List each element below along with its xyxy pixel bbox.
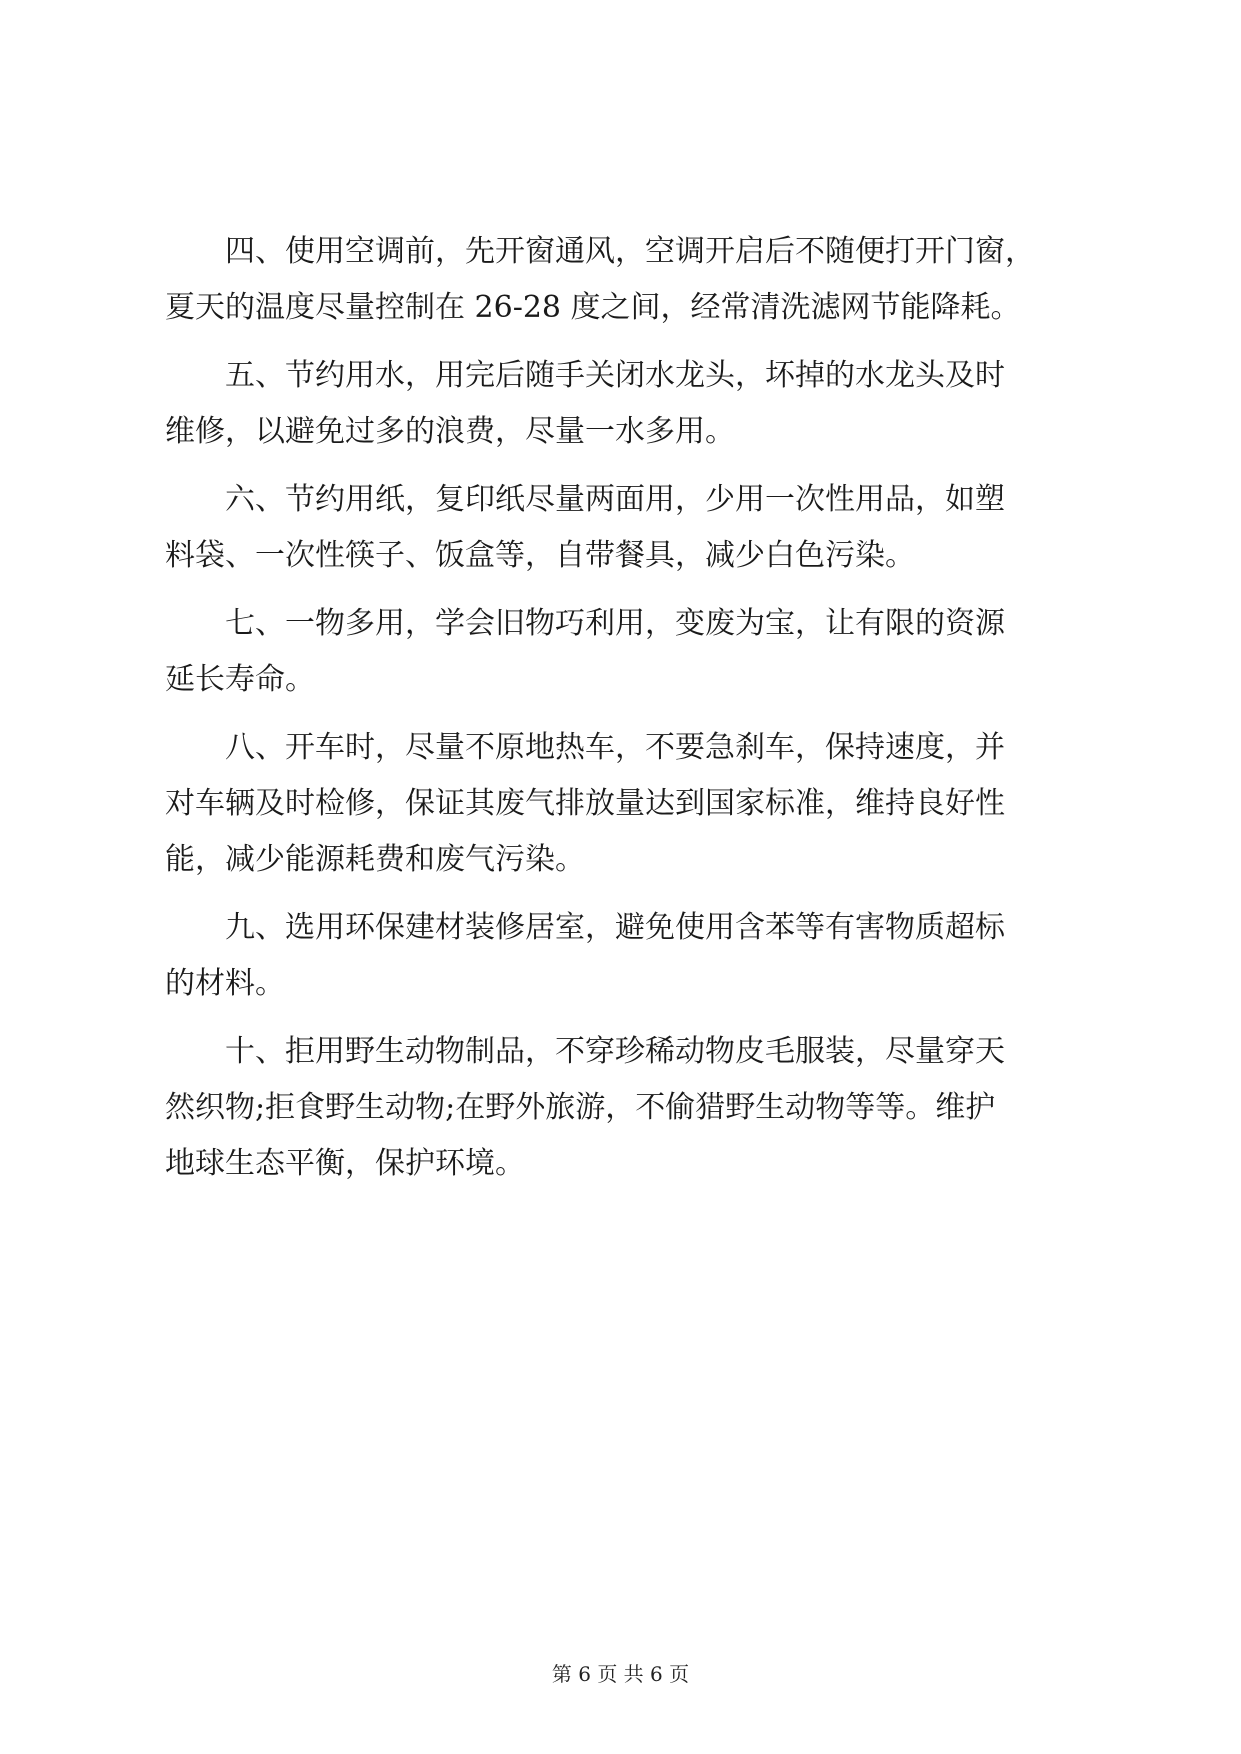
paragraph-line: 然织物;拒食野生动物;在野外旅游，不偷猎野生动物等等。维护 <box>165 1090 996 1125</box>
paragraph-line: 地球生态平衡，保护环境。 <box>165 1146 525 1181</box>
paragraph-line: 维修，以避免过多的浪费，尽量一水多用。 <box>165 414 735 449</box>
paragraph-line: 的材料。 <box>165 966 285 1001</box>
paragraph-line: 夏天的温度尽量控制在 26-28 度之间，经常清洗滤网节能降耗。 <box>165 290 1021 325</box>
paragraph-line: 延长寿命。 <box>165 662 315 697</box>
paragraph-line: 能，减少能源耗费和废气污染。 <box>165 842 585 877</box>
paragraph-line: 十、拒用野生动物制品，不穿珍稀动物皮毛服装，尽量穿天 <box>225 1034 1005 1069</box>
paragraph-line: 料袋、一次性筷子、饭盒等，自带餐具，减少白色污染。 <box>165 538 915 573</box>
page-number-footer: 第 6 页 共 6 页 <box>551 1662 690 1686</box>
paragraph-line: 八、开车时，尽量不原地热车，不要急刹车，保持速度，并 <box>225 730 1005 765</box>
paragraph-line: 六、节约用纸，复印纸尽量两面用，少用一次性用品，如塑 <box>225 482 1005 517</box>
paragraph-line: 五、节约用水，用完后随手关闭水龙头，坏掉的水龙头及时 <box>225 358 1005 393</box>
paragraph-line: 对车辆及时检修，保证其废气排放量达到国家标准，维持良好性 <box>165 786 1005 821</box>
paragraph-line: 四、使用空调前，先开窗通风，空调开启后不随便打开门窗， <box>225 234 1035 269</box>
paragraph-line: 九、选用环保建材装修居室，避免使用含苯等有害物质超标 <box>225 910 1005 945</box>
paragraph-line: 七、一物多用，学会旧物巧利用，变废为宝，让有限的资源 <box>225 606 1005 641</box>
